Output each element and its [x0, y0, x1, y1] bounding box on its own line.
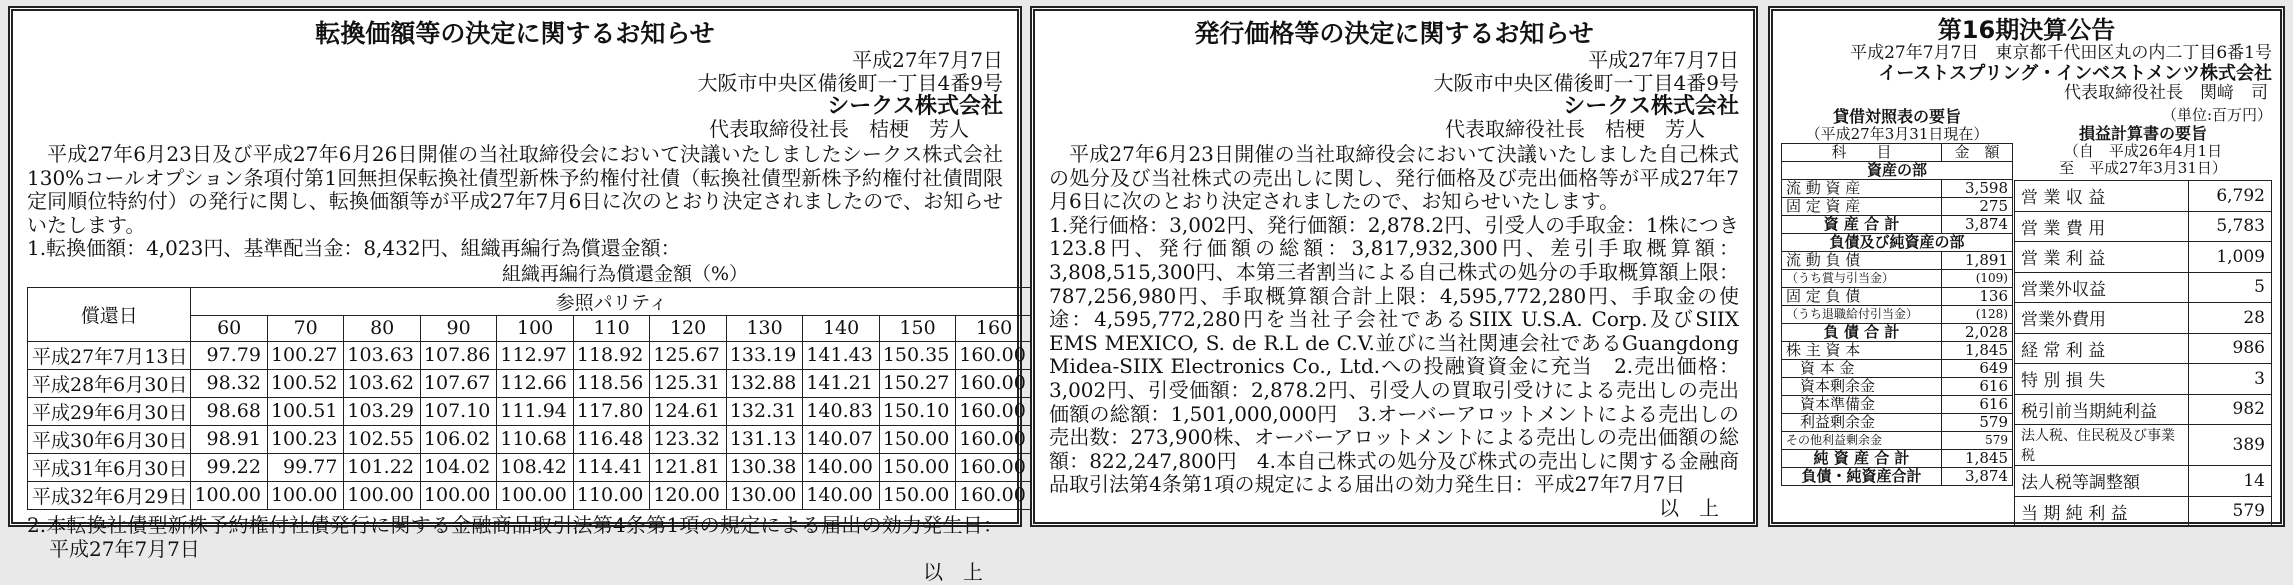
- bs-table: [1781, 143, 2013, 486]
- redemption-value-cell: 99.77: [267, 453, 343, 481]
- pl-value: 986: [2189, 333, 2272, 364]
- pl-row: [2015, 466, 2272, 497]
- bs-value: 649: [1942, 360, 2013, 378]
- bs-total-row: [1782, 450, 2013, 468]
- bs-label: 負債・純資産合計: [1782, 468, 1942, 486]
- pl-row: [2015, 272, 2272, 303]
- redemption-value-cell: 160.00: [956, 341, 1032, 369]
- bs-row: [1782, 360, 2013, 378]
- company-address: 大阪市中央区備後町一丁目4番9号: [1433, 71, 1739, 95]
- parity-header-cell: 120: [650, 315, 726, 341]
- redemption-value-cell: 150.00: [879, 453, 955, 481]
- redemption-value-cell: 125.31: [650, 369, 726, 397]
- notice-conversion-price: [8, 6, 1026, 585]
- intro-paragraph: 平成27年6月23日及び平成27年6月26日開催の当社取締役会において決議いたしましたシークス株式会社130%コールオプション条項付第1回無担保転換社債型新株予約権付社債（転換社債型新株予約権付社債間限定同順位特約付）の発行に関し、転換価額等が平成27年7月6日に次のとおり決定されましたので、お知らせいたします。: [27, 142, 1003, 237]
- redemption-value-cell: 97.79: [191, 341, 267, 369]
- bs-row: [1782, 270, 2013, 288]
- redemption-value-cell: 125.67: [650, 341, 726, 369]
- redemption-value-cell: 140.00: [803, 481, 879, 509]
- bs-label: 固 定 資 産: [1782, 198, 1942, 216]
- pl-value: 6,792: [2189, 181, 2272, 212]
- bs-label: 流 動 資 産: [1782, 180, 1942, 198]
- redemption-value-cell: 98.32: [191, 369, 267, 397]
- bs-total-row: [1782, 324, 2013, 342]
- parity-header-cell: 160: [956, 315, 1032, 341]
- pl-row: [2015, 181, 2272, 212]
- bs-value: 3,874: [1942, 468, 2013, 486]
- redemption-value-cell: 141.21: [803, 369, 879, 397]
- bs-row: [1782, 396, 2013, 414]
- parity-header-cell: 130: [726, 315, 802, 341]
- parity-header-cell: 60: [191, 315, 267, 341]
- intro-paragraph: 平成27年6月23日開催の当社取締役会において決議いたしました自己株式の処分及び当社株式の売出しに関し、発行価格及び売出価格等が平成27年7月6日に次のとおり決定されましたので、お知らせいたします。: [1049, 142, 1739, 214]
- pl-label: 営 業 費 用: [2015, 211, 2189, 242]
- redemption-value-cell: 140.07: [803, 425, 879, 453]
- redemption-value-cell: 110.00: [573, 481, 649, 509]
- bs-label: （うち賞与引当金）: [1782, 270, 1942, 288]
- pl-label: 営 業 収 益: [2015, 181, 2189, 212]
- redemption-value-cell: 150.10: [879, 397, 955, 425]
- table-row: [28, 397, 1033, 425]
- bs-subtitle: （平成27年3月31日現在）: [1805, 125, 1989, 143]
- redemption-value-cell: 100.00: [267, 481, 343, 509]
- bs-row: [1782, 288, 2013, 306]
- bs-row: [1782, 180, 2013, 198]
- pl-row: [2015, 211, 2272, 242]
- parity-header: 参照パリティ: [191, 287, 1032, 315]
- bs-label: 純 資 産 合 計: [1782, 450, 1942, 468]
- redemption-value-cell: 160.00: [956, 397, 1032, 425]
- redemption-value-cell: 107.10: [420, 397, 496, 425]
- redemption-value-cell: 123.32: [650, 425, 726, 453]
- bs-row: [1782, 414, 2013, 432]
- bs-label: 資産の部: [1782, 162, 2013, 180]
- bs-row: [1782, 378, 2013, 396]
- redemption-value-cell: 124.61: [650, 397, 726, 425]
- redemption-date-cell: 平成29年6月30日: [28, 397, 191, 425]
- bs-label: 固 定 負 債: [1782, 288, 1942, 306]
- redemption-value-cell: 133.19: [726, 341, 802, 369]
- redemption-value-cell: 100.00: [344, 481, 420, 509]
- pl-value: 5,783: [2189, 211, 2272, 242]
- parity-header-cell: 80: [344, 315, 420, 341]
- bs-label: 資本剰余金: [1782, 378, 1942, 396]
- redemption-value-cell: 98.91: [191, 425, 267, 453]
- redemption-value-cell: 150.00: [879, 425, 955, 453]
- bs-label: 流 動 負 債: [1782, 252, 1942, 270]
- bs-row: [1782, 432, 2013, 450]
- parity-header-cell: 150: [879, 315, 955, 341]
- pl-label: 税引前当期純利益: [2015, 394, 2189, 425]
- pl-row: [2015, 394, 2272, 425]
- pl-value: 28: [2189, 303, 2272, 334]
- redemption-value-cell: 150.27: [879, 369, 955, 397]
- bs-section-header: [1782, 234, 2013, 252]
- redemption-value-cell: 116.48: [573, 425, 649, 453]
- notice-title: 転換価額等の決定に関するお知らせ: [315, 19, 715, 48]
- redemption-value-cell: 140.00: [803, 453, 879, 481]
- bs-value: 616: [1942, 396, 2013, 414]
- redemption-value-cell: 130.38: [726, 453, 802, 481]
- date-address: 平成27年7月7日 東京都千代田区丸の内二丁目6番1号: [1850, 43, 2272, 63]
- parity-header-cell: 70: [267, 315, 343, 341]
- redemption-date-cell: 平成31年6月30日: [28, 453, 191, 481]
- bs-label: 負 債 合 計: [1782, 324, 1942, 342]
- bs-value: 275: [1942, 198, 2013, 216]
- redemption-value-cell: 108.42: [497, 453, 573, 481]
- parity-header-cell: 110: [573, 315, 649, 341]
- balance-sheet: [1781, 107, 2013, 527]
- bs-section-header: [1782, 162, 2013, 180]
- bs-head-amount: 金 額: [1942, 144, 2013, 162]
- pl-label: 法人税等調整額: [2015, 466, 2189, 497]
- notice-date: 平成27年7月7日: [852, 48, 1003, 72]
- item-effective-date: 2.本転換社債型新株予約権付社債発行に関する金融商品取引法第4条第1項の規定による届出の効力発生日：平成27年7月7日: [27, 512, 1003, 561]
- redemption-value-cell: 114.41: [573, 453, 649, 481]
- redemption-value-cell: 103.63: [344, 341, 420, 369]
- pl-title: 損益計算書の要旨: [2078, 124, 2207, 143]
- redemption-date-cell: 平成28年6月30日: [28, 369, 191, 397]
- redemption-value-cell: 112.66: [497, 369, 573, 397]
- redemption-date-cell: 平成32年6月29日: [28, 481, 191, 509]
- notice-financial-statement: [1768, 6, 2285, 527]
- redemption-value-cell: 100.23: [267, 425, 343, 453]
- notice-date: 平成27年7月7日: [1588, 48, 1739, 72]
- bs-value: (128): [1942, 306, 2013, 324]
- bs-row: [1782, 198, 2013, 216]
- pl-label: 当 期 純 利 益: [2015, 496, 2189, 527]
- pl-label: 法人税、住民税及び事業税: [2015, 425, 2189, 466]
- bs-label: 資 本 金: [1782, 360, 1942, 378]
- unit-label: （単位:百万円）: [2161, 106, 2272, 124]
- redemption-value-cell: 98.68: [191, 397, 267, 425]
- pl-row: [2015, 496, 2272, 527]
- bs-label: 利益剰余金: [1782, 414, 1942, 432]
- redemption-date-cell: 平成30年6月30日: [28, 425, 191, 453]
- pl-label: 営業外収益: [2015, 272, 2189, 303]
- pl-value: 1,009: [2189, 242, 2272, 273]
- redemption-value-cell: 121.81: [650, 453, 726, 481]
- notice-body: [1049, 143, 1739, 521]
- pl-period-from: （自 平成26年4月1日: [2063, 142, 2223, 160]
- bs-label: 資本準備金: [1782, 396, 1942, 414]
- bs-label: （うち退職給付引当金）: [1782, 306, 1942, 324]
- redemption-value-cell: 112.97: [497, 341, 573, 369]
- table-row: [28, 425, 1033, 453]
- redemption-value-cell: 160.00: [956, 453, 1032, 481]
- pl-label: 営 業 利 益: [2015, 242, 2189, 273]
- redemption-value-cell: 107.86: [420, 341, 496, 369]
- redemption-value-cell: 141.43: [803, 341, 879, 369]
- redemption-value-cell: 132.88: [726, 369, 802, 397]
- representative: 代表取締役社長 関﨑 司: [2064, 83, 2268, 103]
- pl-table: [2014, 180, 2272, 527]
- redemption-value-cell: 107.67: [420, 369, 496, 397]
- bs-value: 3,598: [1942, 180, 2013, 198]
- redemption-value-cell: 160.00: [956, 369, 1032, 397]
- bs-head-item: 科 目: [1782, 144, 1942, 162]
- parity-header-cell: 100: [497, 315, 573, 341]
- bs-value: 579: [1942, 414, 2013, 432]
- bs-value: 579: [1942, 432, 2013, 450]
- representative: 代表取締役社長 桔梗 芳人: [709, 117, 969, 141]
- pl-label: 営業外費用: [2015, 303, 2189, 334]
- redemption-value-cell: 117.80: [573, 397, 649, 425]
- redemption-value-cell: 120.00: [650, 481, 726, 509]
- items-paragraph: 1.発行価格：3,002円、発行価額：2,878.2円、引受人の手取金：1株につき123.8円、発行価額の総額：3,817,932,300円、差引手取概算額：3,808,515,300円、本第三者割当による自己株式の処分の手取概算額上限：787,256,980円、手取概算額合計上限：4,595,772,280円、手取金の使途：4,595,772,280円を当社子会社であるSIIX U.S.A. Corp.及びSIIX EMS MEXICO, S. de R.L de C.V.並びに当社関連会社であるGuangdong Midea-SIIX Electronics Co., Ltd.への投融資資金に充当 2.売出価格：3,002円、引受価額：2,878.2円、引受人の買取引受けによる売出しの売出価額の総額：1,501,000,000円 3.オーバーアロットメントによる売出しの売出数：273,900株、オーバーアロットメントによる売出しの売出価額の総額：822,247,800円 4.本自己株式の処分及び株式の売出しに関する金融商品取引法第4条第1項の規定による届出の効力発生日：平成27年7月7日: [1049, 212, 1739, 497]
- company-name: シークス株式会社: [1563, 94, 1739, 119]
- bs-value: 1,845: [1942, 342, 2013, 360]
- redemption-value-cell: 104.02: [420, 453, 496, 481]
- pl-label: 経 常 利 益: [2015, 333, 2189, 364]
- pl-value: 5: [2189, 272, 2272, 303]
- redemption-value-cell: 131.13: [726, 425, 802, 453]
- pl-value: 14: [2189, 466, 2272, 497]
- bs-label: 資 産 合 計: [1782, 216, 1942, 234]
- redemption-value-cell: 103.62: [344, 369, 420, 397]
- pl-row: [2015, 303, 2272, 334]
- redemption-value-cell: 118.92: [573, 341, 649, 369]
- redemption-value-cell: 100.52: [267, 369, 343, 397]
- bs-title: 貸借対照表の要旨: [1832, 107, 1961, 126]
- redemption-value-cell: 100.00: [191, 481, 267, 509]
- end-mark: 以 上: [1659, 495, 1719, 520]
- table-caption: 組織再編行為償還金額（%）: [501, 262, 749, 285]
- redemption-value-cell: 102.55: [344, 425, 420, 453]
- redemption-date-cell: 平成27年7月13日: [28, 341, 191, 369]
- redemption-value-cell: 140.83: [803, 397, 879, 425]
- end-mark: 以 上: [923, 560, 983, 585]
- bs-label: 株 主 資 本: [1782, 342, 1942, 360]
- redemption-value-cell: 99.22: [191, 453, 267, 481]
- pl-value: 389: [2189, 425, 2272, 466]
- bs-value: (109): [1942, 270, 2013, 288]
- pl-value: 579: [2189, 496, 2272, 527]
- bs-value: 2,028: [1942, 324, 2013, 342]
- pl-label: 特 別 損 失: [2015, 364, 2189, 395]
- redemption-value-cell: 132.31: [726, 397, 802, 425]
- table-row: [28, 481, 1033, 509]
- redemption-table: [27, 287, 1033, 510]
- bs-value: 1,891: [1942, 252, 2013, 270]
- redemption-value-cell: 101.22: [344, 453, 420, 481]
- redemption-value-cell: 160.00: [956, 481, 1032, 509]
- bs-value: 3,874: [1942, 216, 2013, 234]
- redemption-date-header: 償還日: [28, 287, 191, 341]
- table-row: [28, 453, 1033, 481]
- bs-row: [1782, 342, 2013, 360]
- redemption-table-body: [28, 341, 1033, 509]
- redemption-value-cell: 150.00: [879, 481, 955, 509]
- redemption-value-cell: 100.27: [267, 341, 343, 369]
- redemption-value-cell: 130.00: [726, 481, 802, 509]
- pl-row: [2015, 425, 2272, 466]
- bs-value: 616: [1942, 378, 2013, 396]
- notice-title: 発行価格等の決定に関するお知らせ: [1194, 19, 1594, 48]
- bs-total-row: [1782, 216, 2013, 234]
- representative: 代表取締役社長 桔梗 芳人: [1445, 117, 1705, 141]
- redemption-value-cell: 100.00: [497, 481, 573, 509]
- item-conversion-price: 1.転換価額：4,023円、基準配当金：8,432円、組織再編行為償還金額：: [27, 236, 681, 261]
- pl-value: 3: [2189, 364, 2272, 395]
- redemption-value-cell: 160.00: [956, 425, 1032, 453]
- redemption-value-cell: 150.35: [879, 341, 955, 369]
- redemption-value-cell: 118.56: [573, 369, 649, 397]
- notice-footer: [27, 514, 1003, 585]
- redemption-value-cell: 100.51: [267, 397, 343, 425]
- redemption-value-cell: 111.94: [497, 397, 573, 425]
- notice-title: 第16期決算公告: [1937, 16, 2116, 44]
- pl-value: 982: [2189, 394, 2272, 425]
- bs-total-row: [1782, 468, 2013, 486]
- pl-period-to: 至 平成27年3月31日）: [2059, 159, 2227, 177]
- notice-issue-price: [1030, 6, 1758, 527]
- pl-row: [2015, 242, 2272, 273]
- table-row: [28, 369, 1033, 397]
- redemption-value-cell: 106.02: [420, 425, 496, 453]
- parity-header-cell: 140: [803, 315, 879, 341]
- bs-label: 負債及び純資産の部: [1782, 234, 2013, 252]
- company-name: シークス株式会社: [827, 94, 1003, 119]
- income-statement: [2014, 107, 2272, 527]
- redemption-value-cell: 110.68: [497, 425, 573, 453]
- bs-label: その他利益剰余金: [1782, 432, 1942, 450]
- pl-row: [2015, 364, 2272, 395]
- bs-row: [1782, 306, 2013, 324]
- table-row: [28, 341, 1033, 369]
- bs-value: 136: [1942, 288, 2013, 306]
- redemption-value-cell: 100.00: [420, 481, 496, 509]
- notice-body: [27, 143, 1003, 261]
- bs-value: 1,845: [1942, 450, 2013, 468]
- company-name: イーストスプリング・インベストメンツ株式会社: [1878, 63, 2272, 84]
- bs-row: [1782, 252, 2013, 270]
- pl-row: [2015, 333, 2272, 364]
- parity-header-cell: 90: [420, 315, 496, 341]
- company-address: 大阪市中央区備後町一丁目4番9号: [697, 71, 1003, 95]
- bs-header-row: [1782, 144, 2013, 162]
- redemption-value-cell: 103.29: [344, 397, 420, 425]
